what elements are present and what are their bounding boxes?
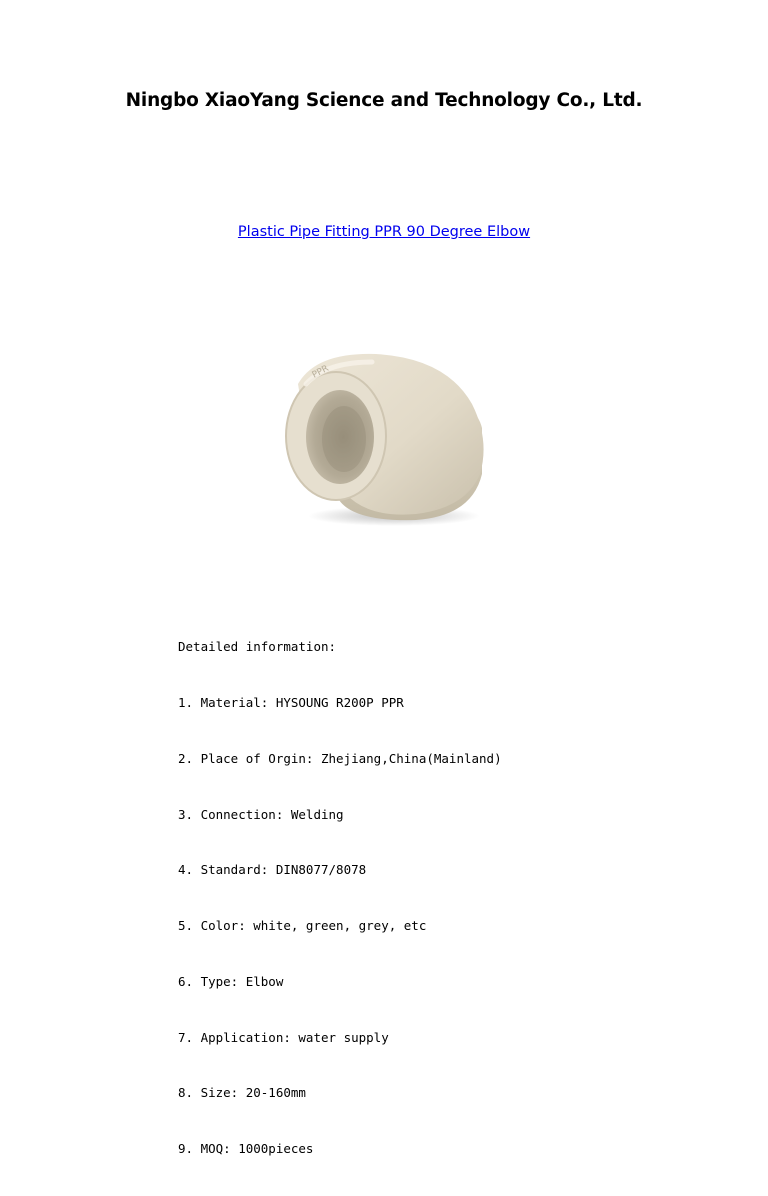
product-link[interactable]: Plastic Pipe Fitting PPR 90 Degree Elbow [237, 224, 531, 240]
product-image [276, 344, 492, 532]
detail-item: 8. Size: 20-160mm [178, 1085, 306, 1101]
detail-item: 7. Application: water supply [178, 1029, 389, 1045]
company-title: Ningbo XiaoYang Science and Technology Co., Ltd. [125, 90, 643, 111]
detail-item: 2. Place of Orgin: Zhejiang,China(Mainland) [178, 750, 502, 766]
detail-item: 3. Connection: Welding [178, 806, 344, 822]
details-list [178, 601, 502, 1196]
detail-item: 9. MOQ: 1000pieces [178, 1141, 314, 1157]
fitting-bore-depth [322, 406, 366, 472]
details-heading: Detailed information: [178, 639, 337, 655]
product-link-container [0, 224, 768, 240]
detail-item: 6. Type: Elbow [178, 973, 284, 989]
fitting-marking: PPR [310, 363, 331, 381]
detail-item: 1. Material: HYSOUNG R200P PPR [178, 694, 404, 710]
detail-item: 5. Color: white, green, grey, etc [178, 918, 427, 934]
detail-item: 4. Standard: DIN8077/8078 [178, 862, 367, 878]
